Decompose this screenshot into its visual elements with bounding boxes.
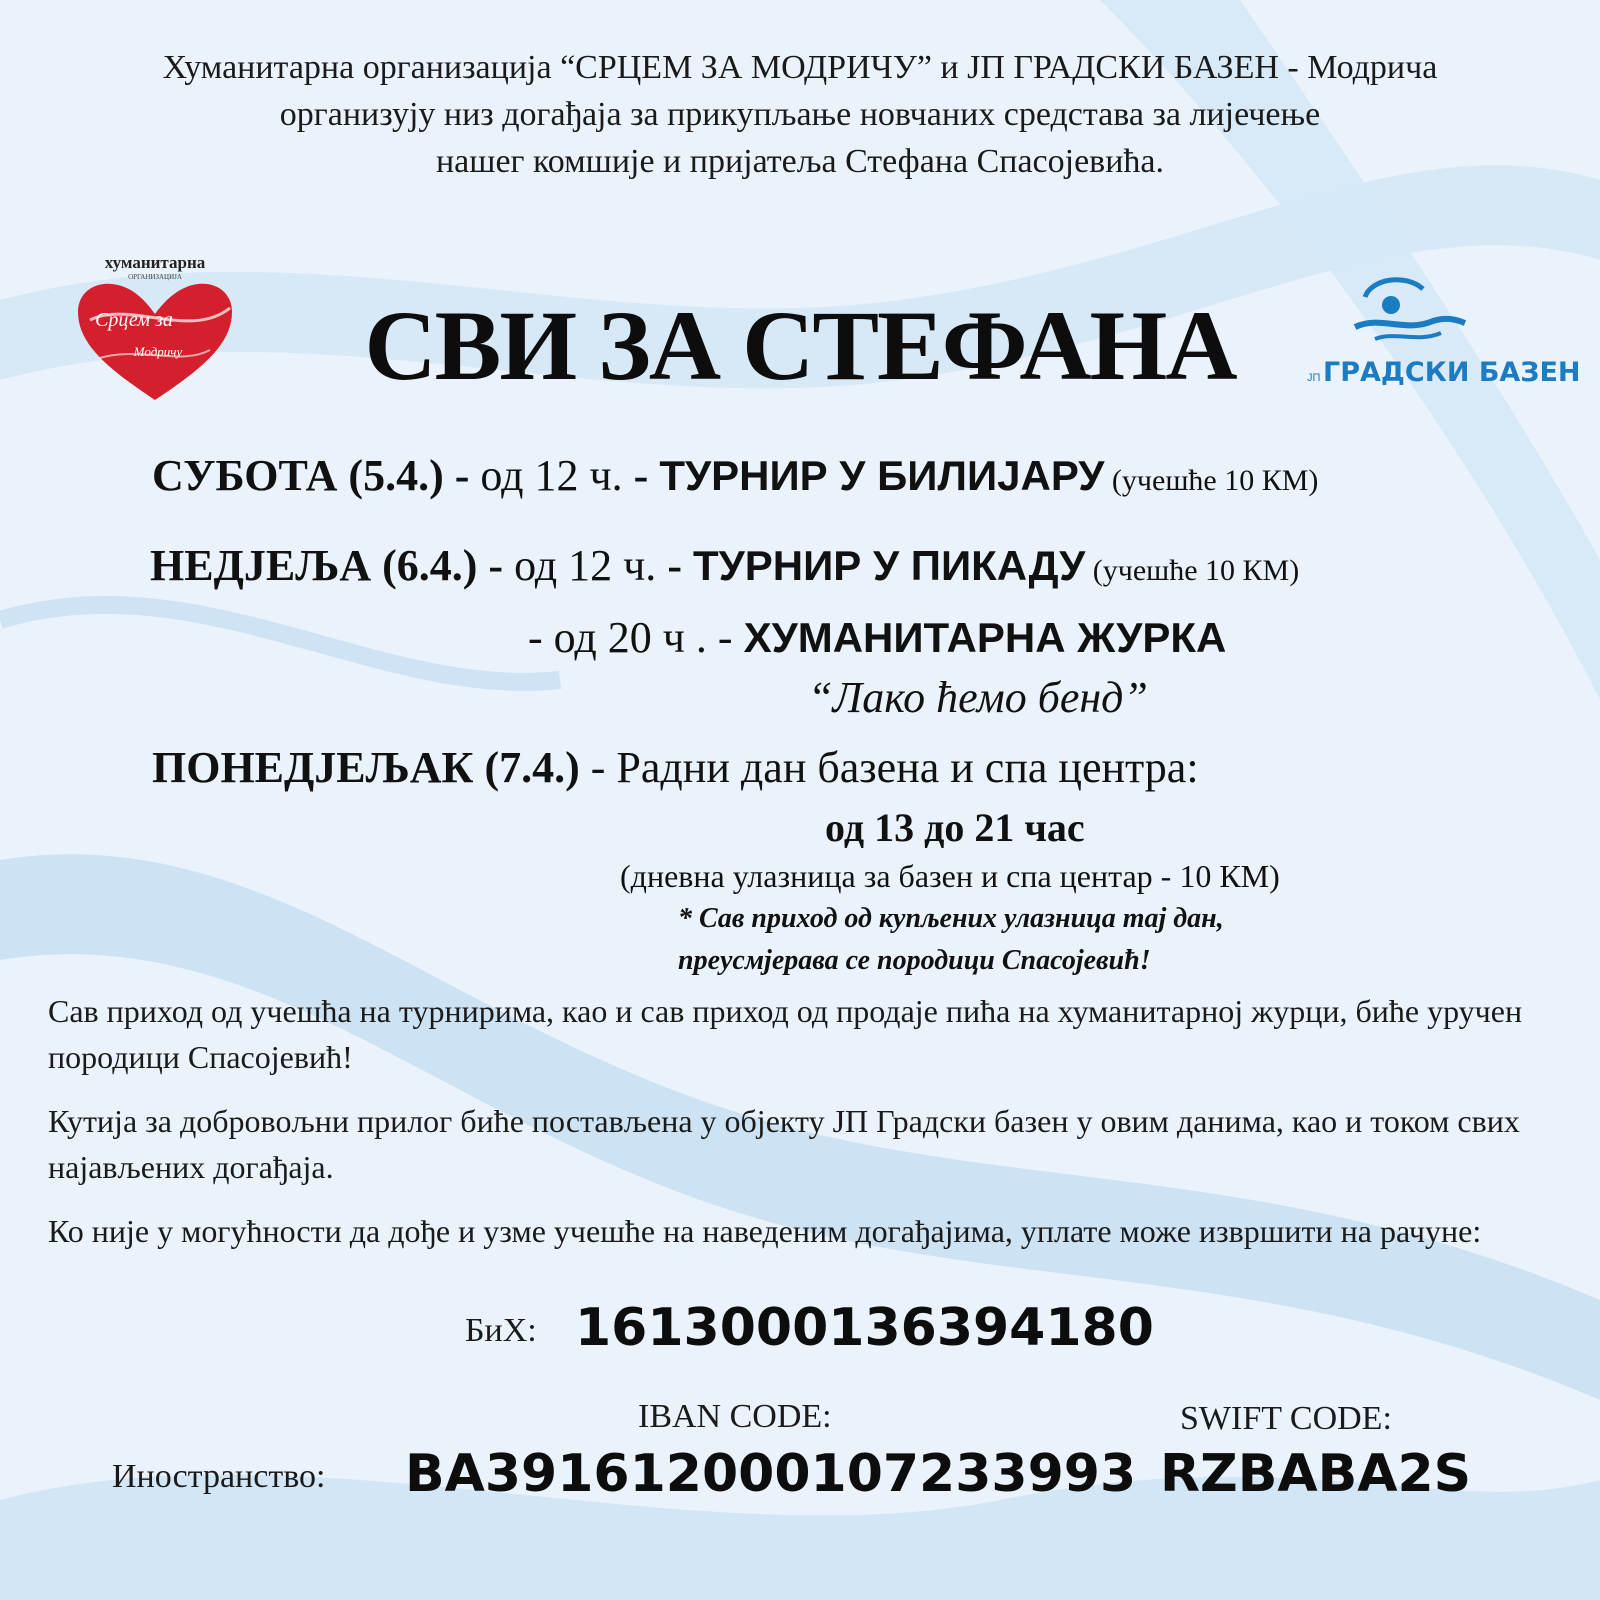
iban-label: IBAN CODE: (638, 1398, 832, 1435)
paragraph-proceeds: Сав приход од учешћа на турнирима, као и сав приход од продаје пића на хуманитарној журци, биће уручен породици Спасојевић! (48, 993, 1523, 1075)
swift-number: RZBABA2S (1160, 1444, 1472, 1504)
logo-right-name: ГРАДСКИ БАЗЕН (1323, 357, 1581, 388)
logo-left-script-2: Модричу (133, 344, 183, 359)
saturday-dash-2: - (622, 451, 660, 500)
sunday-event-name: ТУРНИР У ПИКАДУ (692, 542, 1086, 589)
sunday-dash-1: - (477, 541, 515, 590)
sunday-fee: (учешће 10 КМ) (1085, 554, 1300, 587)
event-sunday (150, 538, 1299, 599)
intro-line-3: нашег комшије и пријатеља Стефана Спасојевића. (435, 143, 1164, 180)
monday-ticket: (дневна улазница за базен и спа центар - 10 КМ) (620, 858, 1280, 894)
party-lead: - од 20 ч . - (528, 613, 744, 662)
saturday-fee: (учешће 10 КМ) (1104, 464, 1319, 497)
saturday-day: СУБОТА (5.4.) (152, 451, 444, 500)
monday-rest: - Радни дан базена и спа центра: (579, 743, 1199, 792)
foreign-label: Иностранство: (112, 1458, 326, 1495)
swift-label: SWIFT CODE: (1180, 1400, 1392, 1437)
bih-account-number: 1613000136394180 (575, 1298, 1154, 1358)
sunday-time: од 12 ч. (514, 541, 657, 590)
event-saturday (152, 448, 1318, 509)
monday-note (678, 898, 1224, 982)
intro-text (40, 44, 1560, 185)
iban-number: BA391612000107233993 (405, 1444, 1137, 1504)
saturday-dash-1: - (443, 451, 481, 500)
event-monday (152, 740, 1199, 796)
monday-day: ПОНЕДЈЕЉАК (7.4.) (152, 743, 580, 792)
heart-icon (78, 284, 232, 400)
event-sunday-party (528, 610, 1226, 666)
srcem-za-modricu-logo (70, 250, 240, 410)
bih-label: БиХ: (465, 1312, 537, 1349)
saturday-event-name: ТУРНИР У БИЛИЈАРУ (659, 452, 1105, 499)
intro-line-2: организују низ догађаја за прикупљање новчаних средстава за лијечење (279, 96, 1321, 133)
page-title: СВИ ЗА СТЕФАНА (364, 290, 1236, 401)
gradski-bazen-logo (1295, 275, 1581, 395)
sunday-dash-2: - (656, 541, 693, 590)
monday-hours: од 13 до 21 час (825, 805, 1085, 850)
intro-line-1: Хуманитарна организација “СРЦЕМ ЗА МОДРИЧУ” и ЈП ГРАДСКИ БАЗЕН - Модрича (162, 49, 1438, 86)
paragraph-donation-box: Кутија за добровољни прилог биће постављена у објекту ЈП Градски базен у овим данима, као и током свих најављених догађаја. (48, 1103, 1520, 1185)
paragraph-payments: Ко није у могућности да дође и узме учешће на наведеним догађајима, уплате може извршити на рачуне: (48, 1213, 1482, 1249)
swimmer-icon (1382, 296, 1400, 314)
logo-left-sub-text: ОРГАНИЗАЦИЈА (128, 273, 182, 281)
logo-left-top-text: хуманитарна (104, 253, 206, 272)
monday-note-line-1: * Сав приход од купљених улазница тај дан, (678, 903, 1224, 934)
party-band: “Лако ћемо бенд” (808, 673, 1148, 722)
saturday-time: од 12 ч. (480, 451, 623, 500)
logo-left-script-1: Срцем за (95, 309, 173, 331)
sunday-day: НЕДЈЕЉА (6.4.) (150, 541, 478, 590)
party-name: ХУМАНИТАРНА ЖУРКА (743, 614, 1227, 661)
logo-right-prefix: ЈП (1307, 372, 1321, 384)
monday-note-line-2: преусмјерава се породици Спасојевић! (678, 945, 1151, 976)
